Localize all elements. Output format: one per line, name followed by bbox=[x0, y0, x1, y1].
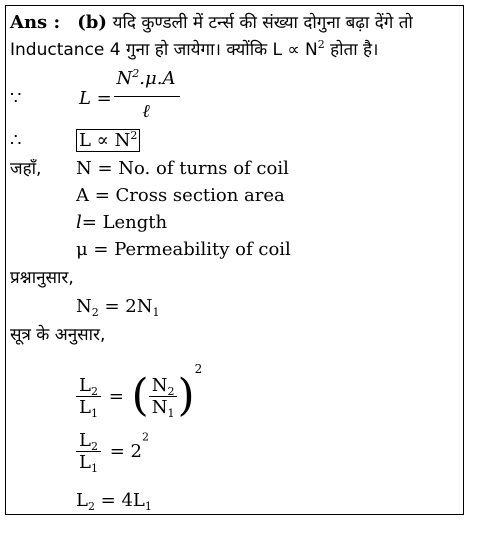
l-ratio bbox=[76, 375, 101, 418]
where-item-a: A = Cross section area bbox=[76, 185, 285, 206]
l-ratio-2-num-sub: 2 bbox=[90, 440, 98, 453]
answer-text-2b: होता है। bbox=[324, 40, 379, 60]
n-ratio-num: N bbox=[151, 374, 168, 396]
n-ratio-den: N bbox=[151, 396, 168, 418]
numerator-n: N bbox=[116, 68, 133, 89]
l-ratio-2-den: L bbox=[79, 452, 91, 473]
l-ratio-den: L bbox=[79, 396, 91, 418]
n2-lhs: N bbox=[76, 296, 92, 317]
therefore-symbol: ∴ bbox=[10, 130, 22, 151]
answer-box bbox=[5, 5, 464, 515]
answer-line-1 bbox=[10, 12, 413, 34]
final-lhs: L bbox=[76, 490, 88, 511]
final-equation bbox=[76, 490, 152, 512]
where-item-mu: μ = Permeability of coil bbox=[76, 239, 291, 260]
answer-prefix: Ans : bbox=[10, 12, 61, 33]
l-ratio-2-num: L bbox=[79, 430, 91, 451]
answer-text-2a: Inductance 4 गुना हो जायेगा। क्योंकि L ∝ N bbox=[10, 40, 318, 60]
final-mid: = 4L bbox=[94, 490, 145, 511]
step2-sup: 2 bbox=[141, 430, 149, 444]
l-ratio-num-sub: 2 bbox=[90, 384, 98, 398]
numerator-sup: 2 bbox=[132, 67, 140, 80]
ratio-power: 2 bbox=[194, 362, 203, 376]
answer-text-2-sup: 2 bbox=[317, 38, 325, 51]
n-ratio bbox=[149, 375, 178, 418]
formula-denominator: ℓ bbox=[142, 101, 150, 122]
ratio-eq: = bbox=[108, 385, 124, 407]
proportional-sup: 2 bbox=[130, 129, 138, 142]
l-ratio-den-sub: 1 bbox=[90, 406, 98, 420]
n-ratio-num-sub: 2 bbox=[167, 384, 175, 398]
l-ratio-2 bbox=[76, 430, 101, 473]
proportional-box bbox=[76, 130, 140, 152]
answer-line-2 bbox=[10, 39, 379, 61]
l-ratio-2-den-sub: 1 bbox=[90, 462, 98, 475]
n2-lhs-sub: 2 bbox=[91, 306, 99, 319]
answer-text-1: यदि कुण्डली में टर्न्स की संख्या दोगुना बढ़ा देंगे तो bbox=[112, 13, 413, 33]
where-item-length bbox=[76, 212, 167, 234]
where-label: जहाँ, bbox=[10, 159, 42, 179]
length-symbol: l bbox=[76, 212, 82, 233]
according-formula-label: सूत्र के अनुसार, bbox=[10, 325, 106, 345]
ratio-equation: $\frac{L_2}{L_1}$ = ( $\frac{N_2}{N_1}$ )$^2$ bbox=[76, 362, 202, 422]
proportional-expr: L ∝ N bbox=[79, 130, 131, 151]
fraction-bar bbox=[114, 96, 180, 97]
formula-numerator bbox=[112, 68, 180, 90]
n-ratio-den-sub: 1 bbox=[167, 406, 175, 420]
formula-lhs: L = bbox=[79, 88, 112, 109]
numerator-rest: .μ.A bbox=[139, 68, 176, 89]
where-item-n: N = No. of turns of coil bbox=[76, 158, 289, 179]
because-symbol: ∵ bbox=[10, 88, 22, 109]
ratio-step2 bbox=[76, 430, 149, 482]
n2-equation bbox=[76, 296, 159, 318]
l-ratio-num: L bbox=[79, 374, 91, 396]
n2-mid: = 2N bbox=[98, 296, 153, 317]
step2-rhs: = 2 bbox=[109, 441, 142, 462]
answer-option: (b) bbox=[77, 12, 107, 33]
according-question-label: प्रश्नानुसार, bbox=[10, 268, 74, 288]
n2-rhs-sub: 1 bbox=[152, 306, 160, 319]
final-lhs-sub: 2 bbox=[87, 500, 95, 513]
length-text: = Length bbox=[81, 212, 168, 233]
final-rhs-sub: 1 bbox=[144, 500, 152, 513]
